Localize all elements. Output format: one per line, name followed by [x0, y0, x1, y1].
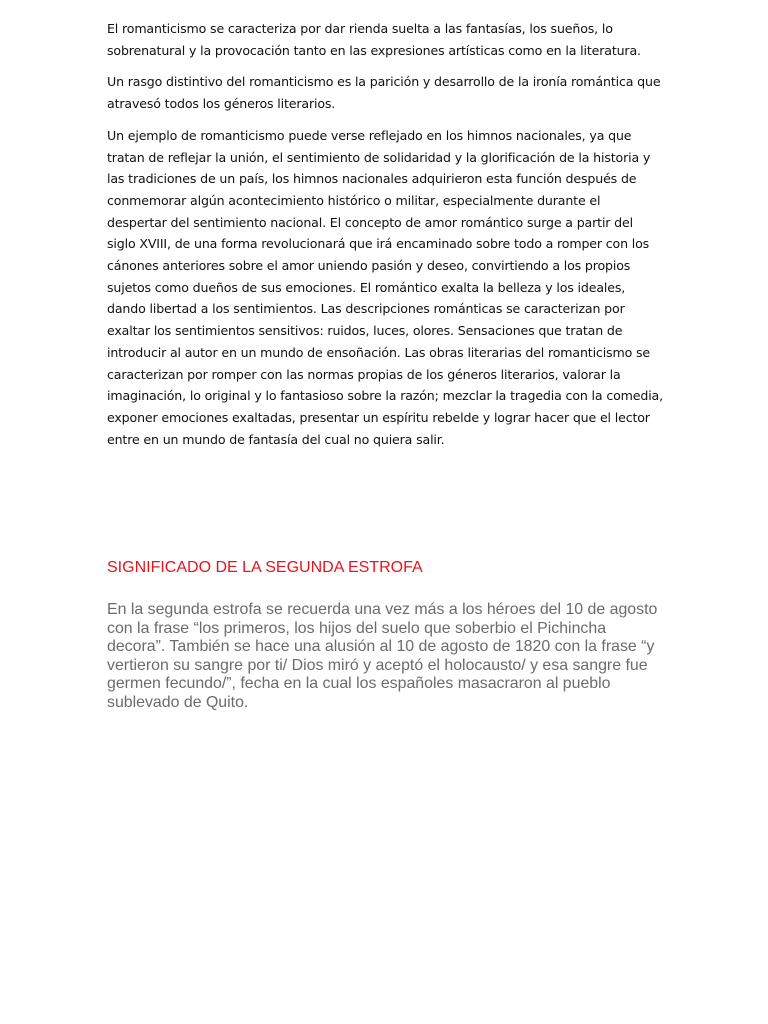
- paragraph-irony: Un rasgo distintivo del romanticismo es la parición y desarrollo de la ironía romántica que atravesó todos los géneros literarios.: [107, 74, 661, 112]
- paragraph-intro: El romanticismo se caracteriza por dar rienda suelta a las fantasías, los sueños, lo sobrenatural y la provocación tanto en las expresiones artísticas como en la literatura.: [107, 21, 641, 58]
- document-body: [107, 18, 663, 450]
- section-heading: SIGNIFICADO DE LA SEGUNDA ESTROFA: [107, 559, 423, 576]
- paragraph-example: Un ejemplo de romanticismo puede verse reflejado en los himnos nacionales, ya que tratan de reflejar la unión, el sentimiento de solidaridad y la glorificación de la historia y las tradiciones de un país, los himnos nacionales adquirieron esta función después de conmemorar algún acontecimiento histórico o militar, especialmente durante el despertar del sentimiento nacional. El concepto de amor romántico surge a partir del siglo XVIII, de una forma revolucionará que irá encaminado sobre todo a romper con los cánones anteriores sobre el amor uniendo pasión y deseo, convirtiendo a los propios sujetos como dueños de sus emociones. El romántico exalta la belleza y los ideales, dando libertad a los sentimientos. Las descripciones románticas se caracterizan por exaltar los sentimientos sensitivos: ruidos, luces, olores. Sensaciones que tratan de introducir al autor en un mundo de ensoñación. Las obras literarias del romanticismo se caracterizan por romper con las normas propias de los géneros literarios, valorar la imaginación, lo original y lo fantasioso sobre la razón; mezclar la tragedia con la comedia, exponer emociones exaltadas, presentar un espíritu rebelde y lograr hacer que el lector entre en un mundo de fantasía del cual no quiera salir.: [107, 127, 663, 447]
- section-paragraph: En la segunda estrofa se recuerda una vez más a los héroes del 10 de agosto con la frase “los primeros, los hijos del suelo que soberbio el Pichincha decora”. También se hace una alusión al 10 de agosto de 1820 con la frase “y vertieron su sangre por ti/ Dios miró y aceptó el holocausto/ y esa sangre fue germen fecundo/”, fecha en la cual los españoles masacraron al pueblo sublevado de Quito.: [107, 601, 658, 711]
